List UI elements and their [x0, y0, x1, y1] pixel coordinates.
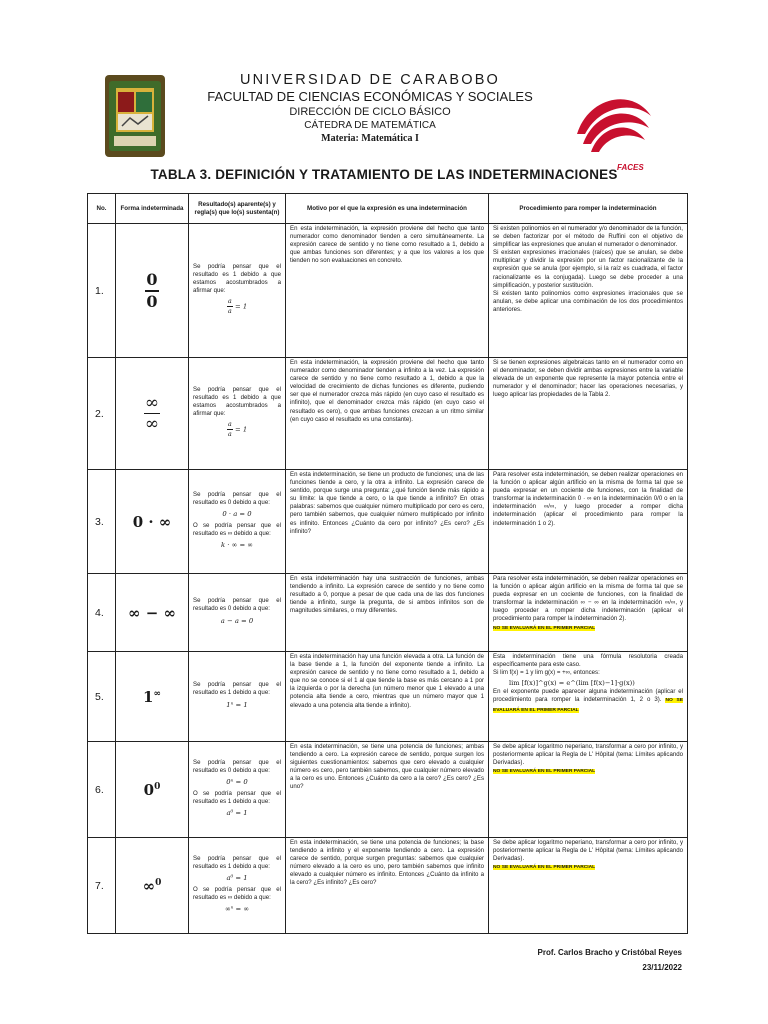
motive-text: En esta indeterminación hay una sustracción de funciones, ambas tendiendo a infinito. La expresión carece de sentido y no tiene como resultado a 0, porque a pesar de que cada una de las dos funciones tiende a infinito, surge la pregunta, de si ambos infinitos son de magnitudes similares, o muy diferentes. — [286, 574, 489, 652]
result-equation: k · ∞ = ∞ — [221, 540, 253, 549]
col-header-no: No. — [88, 194, 116, 224]
direction-name: DIRECCIÓN DE CICLO BÁSICO — [289, 106, 451, 118]
col-header-motive: Motivo por el que la expresión es una indeterminación — [286, 194, 489, 224]
row-number: 3. — [88, 470, 116, 574]
footer-date: 23/11/2022 — [642, 963, 682, 972]
limit-condition: Si lim f(x) = 1 y lim g(x) = +∞, entonces: — [493, 669, 600, 677]
institution-titles — [180, 72, 560, 145]
indeterminate-form: 1∞ — [116, 652, 189, 742]
indeterminate-form: $\frac{\infty}{\infty}$ — [116, 358, 189, 470]
highlight-note: NO SE EVALUARÁ EN EL PRIMER PARCIAL — [493, 698, 683, 713]
motive-text: En esta indeterminación hay una función elevada a otra. La función de la base tiende a 1, la función del exponente tiende a infinito. La expresión carece de sentido y no tiene como resultado a 1, debido a que no se conoce si el 1 al que tiende la base es más cercano a 1 por la izquierda o por la derecha (un número menor que 1 elevado a una potencia alta tiende a cero, mientras que un número mayor que 1 elevado a una potencia alta tiende a infinito). — [286, 652, 489, 742]
faces-logo-text: FACES — [617, 163, 644, 172]
table-row — [88, 358, 688, 470]
chair-name: CÁTEDRA DE MATEMÁTICA — [304, 120, 436, 131]
procedure-text: Si existen polinomios en el numerador y/o denominador de la función, se deben factorizar por el método de Ruffini con el objetivo de simplificar las expresiones que anulan el numerador o denominador. Si existen expresiones irracionales (raíces) que se anulan, se debe multiplicar y dividir la expresión por un factor racionalizante de la expresión que se anula (por ejemplo, si la raíz es cuadrada, el factor racionalizante es la conjugada). Luego se debe proceder a una simplificación, y posterior sustitución. Si existen tanto polinomios como expresiones irracionales que se anulan, se debe aplicar una combinación de los dos procedimientos anteriores. — [489, 224, 688, 358]
row-number: 6. — [88, 742, 116, 838]
result-equation: ∞ⁿ = ∞ — [224, 904, 250, 913]
document-header — [0, 60, 768, 172]
motive-text: En esta indeterminación, la expresión proviene del hecho que tanto numerador como denominador tienden a cero simultáneamente. La expresión carece de sentido y no tiene como resultado a 1, debido a que ambas funciones son diferentes; y a que los valores a los que tienden no son evaluaciones en concreto. — [286, 224, 489, 358]
highlight-note: NO SE EVALUARÁ EN EL PRIMER PARCIAL — [493, 625, 596, 631]
apparent-result: Se podría pensar que el resultado es 1 debido a que estamos acostumbrados a afirmar que: $\frac{a}{a}$ = 1 — [189, 358, 286, 470]
result-equation: 0ⁿ = 0 — [226, 778, 248, 787]
row-number: 2. — [88, 358, 116, 470]
indeterminations-table — [87, 193, 688, 934]
highlight-note: NO SE EVALUARÁ EN EL PRIMER PARCIAL — [493, 769, 596, 775]
highlight-note: NO SE EVALUARÁ EN EL PRIMER PARCIAL — [493, 865, 596, 871]
motive-text: En esta indeterminación, se tiene un producto de funciones; una de las funciones tiende a cero, y la otra a infinito. La expresión carece de sentido, porque surge una pregunta: ¿qué función tiende más rápido a su límite: la que tiende a cero, o la que tiende a infinito? En otras palabras: sabemos que cualquier número multiplicado por cero es cero, pero también sabemos, que cualquier número multiplicado por infinito es infinito. Entonces ¿Cuánto da cero por infinito? ¿Es cero? ¿Es infinito? — [286, 470, 489, 574]
col-header-result: Resultado(s) aparente(s) y regla(s) que lo(s) sustenta(n) — [189, 194, 286, 224]
table-title: TABLA 3. DEFINICIÓN Y TRATAMIENTO DE LAS INDETERMINACIONES — [150, 167, 618, 182]
procedure-text: Para resolver esta indeterminación, se deben realizar operaciones en la función o aplicar algún artificio en la misma de forma tal que se pueda expresar en un cociente de funciones, con la finalidad de transformar la indeterminación 0 · ∞ en la indeterminación 0/0 o en la indeterminación ∞/∞, y luego proceder a romper dicha indeterminación (aplicar el procedimiento para romper la indeterminación 1 o 2). — [489, 470, 688, 574]
university-name: UNIVERSIDAD DE CARABOBO — [239, 72, 501, 88]
apparent-result: Se podría pensar que el resultado es 0 debido a que: 0 · a = 0 O se podría pensar que el resultado es ∞ debido a que: k · ∞ = ∞ — [189, 470, 286, 574]
table-row — [88, 838, 688, 934]
result-equation: a − a = 0 — [220, 616, 254, 625]
apparent-result: Se podría pensar que el resultado es 1 debido a que: a⁰ = 1 O se podría pensar que el resultado es ∞ debido a que: ∞ⁿ = ∞ — [189, 838, 286, 934]
table-row — [88, 574, 688, 652]
indeterminate-form: ∞ − ∞ — [116, 574, 189, 652]
motive-text: En esta indeterminación, se tiene una potencia de funciones; ambas tendiendo a cero. La expresión carece de sentido, porque surgen los siguientes cuestionamientos: sabemos que cero elevado a cualquier número es cero, pero también sabemos, que cualquier número elevado a la cero es uno. Entonces ¿Cuánto da cero a la cero? ¿Es cero? ¿Es uno? — [286, 742, 489, 838]
indeterminate-form: $0^0$ — [116, 742, 189, 838]
apparent-result: Se podría pensar que el resultado es 0 debido a que: 0ⁿ = 0 O se podría pensar que el resultado es 1 debido a que: a⁰ = 1 — [189, 742, 286, 838]
result-equation: a⁰ = 1 — [226, 874, 248, 883]
table-header-row — [88, 194, 688, 224]
procedure-text: Esta indeterminación tiene una fórmula resolutoria creada específicamente para este caso. Si lim f(x) = 1 y lim g(x) = +∞, entonces: lim [f(x)]^g(x) = e^(lim [f(x)−1]·g(x)) En el exponente puede aparecer alguna indeterminación (aplicar el procedimiento para romper la indeterminación 1, 2 o 3). NO SE EVALUARÁ EN EL PRIMER PARCIAL — [489, 652, 688, 742]
motive-text: En esta indeterminación, la expresión proviene del hecho que tanto numerador como denominador tienden a infinito a la vez. La expresión carece de sentido y no tiene como resultado a 1, debido a que la velocidad de crecimiento de dichas funciones es diferente, pudiendo ser que el numerador crezca más rápido (en cuyo caso el resultado es infinito), que el denominador crezca más rápido (en cuyo caso el resultado es cero), o que ambas funciones crezcan a un ritmo similar (en cuyo caso el resultado es una constante). — [286, 358, 489, 470]
result-equation: 1ⁿ = 1 — [226, 700, 248, 709]
table-row — [88, 652, 688, 742]
procedure-text: Si se tienen expresiones algebraicas tanto en el numerador como en el denominador, se deben dividir ambas expresiones entre la variable elevada de un exponente que represente la mayor potencia entre el numerador y el denominador; hacer las operaciones necesarias, y luego aplicar las propiedades de la Tabla 2. — [489, 358, 688, 470]
result-equation: 0 · a = 0 — [222, 510, 252, 519]
procedure-text: Para resolver esta indeterminación, se deben realizar operaciones en la función o aplicar algún artificio en la misma de forma tal que se pueda expresar en un cociente de funciones, con la finalidad de transformar la indeterminación ∞ − ∞ en la indeterminación ∞/∞, y luego proceder a romper dicha indeterminación (aplicar el procedimiento para romper la indeterminación 2). NO SE EVALUARÁ EN EL PRIMER PARCIAL — [489, 574, 688, 652]
faculty-name: FACULTAD DE CIENCIAS ECONÓMICAS Y SOCIALES — [207, 89, 533, 104]
indeterminate-form: ∞$^0$ — [116, 838, 189, 934]
row-number: 7. — [88, 838, 116, 934]
limit-formula: lim [f(x)]^g(x) = e^(lim [f(x)−1]·g(x)) — [509, 679, 635, 688]
row-number: 1. — [88, 224, 116, 358]
table-row — [88, 470, 688, 574]
apparent-result: Se podría pensar que el resultado es 1 debido a que: 1ⁿ = 1 — [189, 652, 286, 742]
apparent-result: Se podría pensar que el resultado es 1 debido a que estamos acostumbrados a afirmar que: $\frac{a}{a}$ = 1 — [189, 224, 286, 358]
procedure-text: Se debe aplicar logaritmo neperiano, transformar a cero por infinito, y posteriormente aplicar la Regla de L' Hôpital (tema: Límites aplicando Derivadas). NO SE EVALUARÁ EN EL PRIMER PARCIAL — [489, 838, 688, 934]
faces-logo — [571, 90, 655, 174]
col-header-procedure: Procedimiento para romper la indeterminación — [489, 194, 688, 224]
footer-authors: Prof. Carlos Bracho y Cristóbal Reyes — [537, 948, 682, 957]
indeterminate-form: $\frac{0}{0}$ — [116, 224, 189, 358]
col-header-form: Forma indeterminada — [116, 194, 189, 224]
table-row — [88, 742, 688, 838]
subject-name: Materia: Matemática I — [321, 133, 419, 144]
table-row — [88, 224, 688, 358]
university-seal-logo — [104, 74, 166, 158]
motive-text: En esta indeterminación, se tiene una potencia de funciones; la base tendiendo a infinito y el exponente tendiendo a cero. La expresión carece de sentido, porque surgen preguntas: sabemos que cualquier número elevado a la cero es uno, pero también sabemos que infinito elevado a cualquier número es infinito. Entonces ¿Cuánto da infinito a la cero? ¿Es infinito? ¿Es cero? — [286, 838, 489, 934]
result-equation: $\frac{a}{a}$ = 1 — [227, 297, 248, 316]
row-number: 4. — [88, 574, 116, 652]
row-number: 5. — [88, 652, 116, 742]
procedure-text: Se debe aplicar logaritmo neperiano, transformar a cero por infinito, y posteriormente aplicar la Regla de L' Hôpital (tema: Límites aplicando Derivadas). NO SE EVALUARÁ EN EL PRIMER PARCIAL — [489, 742, 688, 838]
result-equation: a⁰ = 1 — [226, 808, 248, 817]
result-equation: $\frac{a}{a}$ = 1 — [227, 420, 248, 439]
indeterminate-form: 0 · ∞ — [116, 470, 189, 574]
apparent-result: Se podría pensar que el resultado es 0 debido a que: a − a = 0 — [189, 574, 286, 652]
